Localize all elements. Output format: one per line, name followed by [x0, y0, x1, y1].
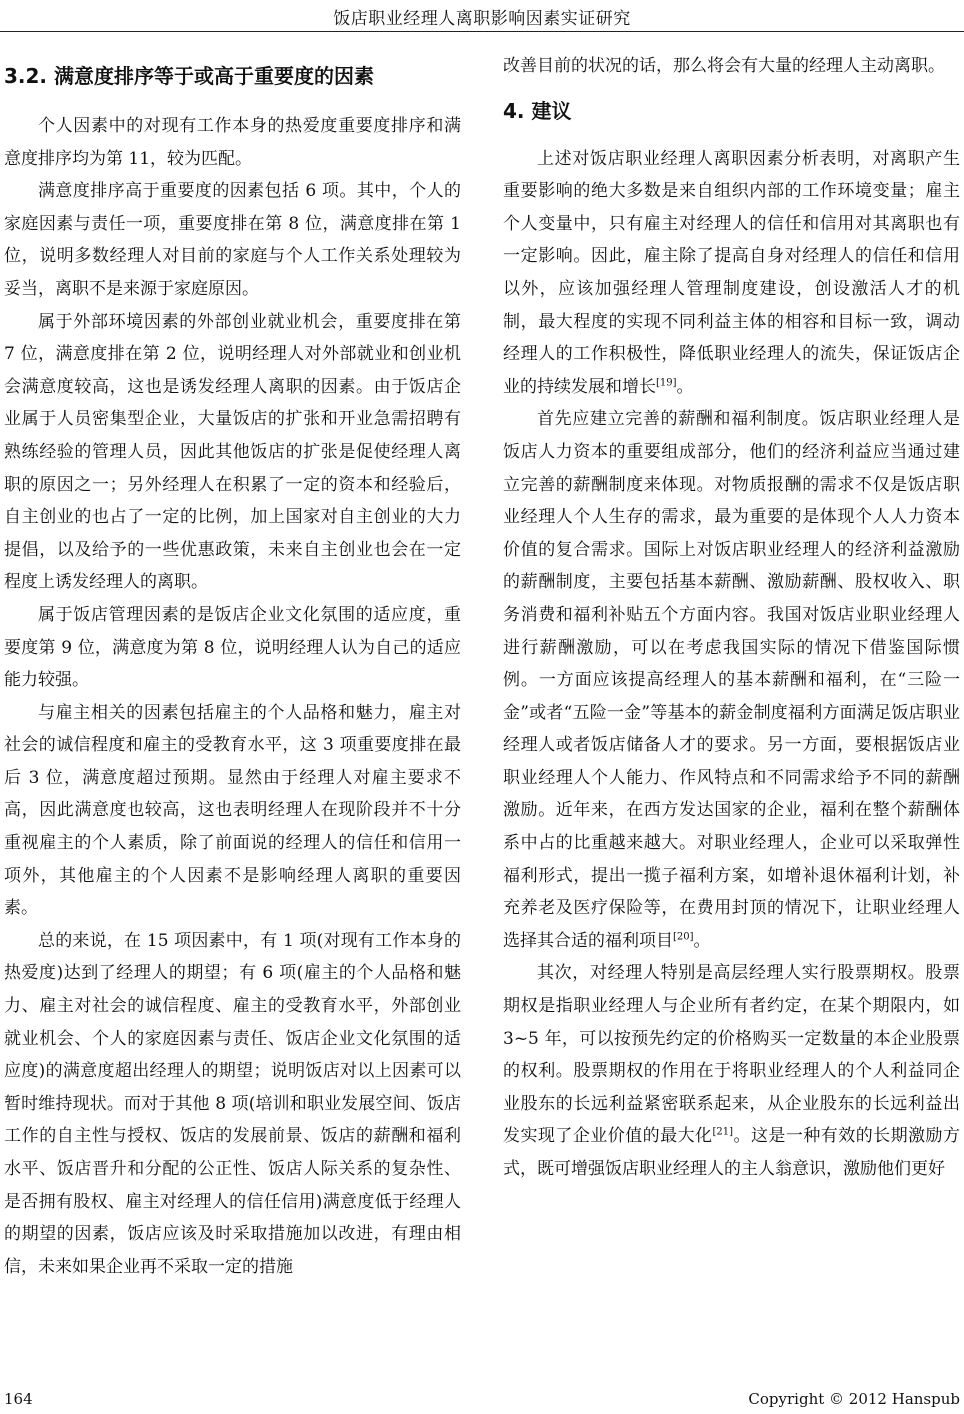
citation-ref: [19] [656, 377, 677, 389]
paragraph-tail: 。 [693, 930, 711, 951]
continued-paragraph: 改善目前的状况的话，那么将会有大量的经理人主动离职。 [503, 56, 945, 76]
body-paragraph: 总的来说，在 15 项因素中，有 1 项(对现有工作本身的热爱度)达到了经理人的期望；有 6 项(雇主的个人品格和魅力、雇主对社会的诚信程度、雇主的受教育水平，外部创业就业机会、个人的家庭因素与责任、饭店企业文化氛围的适应度)的满意度超出经理人的期望；说明饭店对以上因素可以暂时维持现状。而对于其他 8 项(培训和职业发展空间、饭店工作的自主性与授权、饭店的发展前景、饭店的薪酬和福利水平、饭店晋升和分配的公正性、饭店人际关系的复杂性、是否拥有股权、雇主对经理人的信任信用)满意度低于经理人的期望的因素，饭店应该及时采取措施加以改进，有理由相信，未来如果企业再不采取一定的措施 [4, 930, 461, 1277]
body-paragraph: 满意度排序高于重要度的因素包括 6 项。其中，个人的家庭因素与责任一项，重要度排在第 8 位，满意度排在第 1 位，说明多数经理人对目前的家庭与个人工作关系处理较为妥当，离职不是来源于家庭原因。 [4, 181, 461, 299]
body-paragraph: 个人因素中的对现有工作本身的热爱度重要度排序和满意度排序均为第 11，较为匹配。 [4, 116, 461, 169]
page-number: 164 [4, 1390, 33, 1408]
paragraph-text: 首先应建立完善的薪酬和福利制度。饭店职业经理人是饭店人力资本的重要组成部分，他们的经济利益应当通过建立完善的薪酬制度来体现。对物质报酬的需求不仅是饭店职业经理人个人生存的需求，最为重要的是体现个人人力资本价值的复合需求。国际上对饭店职业经理人的经济利益激励的薪酬制度，主要包括基本薪酬、激励薪酬、股权收入、职务消费和福利补贴五个方面内容。我国对饭店业职业经理人进行薪酬激励，可以在考虑我国实际的情况下借鉴国际惯例。一方面应该提高经理人的基本薪酬和福利，在“三险一金”或者“五险一金”等基本的薪金制度福利方面满足饭店职业经理人或者饭店储备人才的要求。另一方面，要根据饭店业职业经理人个人能力、作风特点和不同需求给予不同的薪酬激励。近年来，在西方发达国家的企业，福利在整个薪酬体系中占的比重越来越大。对职业经理人，企业可以采取弹性福利形式，提出一揽子福利方案，如增补退休福利计划，补充养老及医疗保险等，在费用封顶的情况下，让职业经理人选择其合适的福利项目 [503, 409, 960, 951]
copyright-notice: Copyright © 2012 Hanspub [748, 1390, 960, 1408]
body-paragraph [503, 957, 960, 1185]
body-paragraph [503, 143, 960, 404]
paragraph-text: 上述对饭店职业经理人离职因素分析表明，对离职产生重要影响的绝大多数是来自组织内部的工作环境变量；雇主个人变量中，只有雇主对经理人的信任和信用对其离职也有一定影响。因此，雇主除了提高自身对经理人的信任和信用以外，应该加强经理人管理制度建设，创设激活人才的机制，最大程度的实现不同利益主体的相容和目标一致，调动经理人的工作积极性，降低职业经理人的流失，保证饭店企业的持续发展和增长 [503, 148, 960, 397]
citation-ref: [20] [673, 931, 694, 943]
left-column [4, 50, 461, 1283]
right-column [503, 50, 960, 1186]
body-paragraph [503, 403, 960, 957]
body-paragraph: 属于外部环境因素的外部创业就业机会，重要度排在第 7 位，满意度排在第 2 位，说明经理人对外部就业和创业机会满意度较高，这也是诱发经理人离职的因素。由于饭店企业属于人员密集型企业，大量饭店的扩张和开业急需招聘有熟练经验的管理人员，因此其他饭店的扩张是促使经理人离职的原因之一；另外经理人在积累了一定的资本和经验后，自主创业的也占了一定的比例，加上国家对自主创业的大力提倡，以及给予的一些优惠政策，未来自主创业也会在一定程度上诱发经理人的离职。 [4, 311, 461, 593]
paragraph-tail: 。这是一种有效的长期激励方式，既可增强饭店职业经理人的主人翁意识，激励他们更好 [503, 1126, 961, 1179]
paragraph-text: 其次，对经理人特别是高层经理人实行股票期权。股票期权是指职业经理人与企业所有者约定，在某个期限内，如 3~5 年，可以按预先约定的价格购买一定数量的本企业股票的权利。股票期权的作用在于将职业经理人的个人利益同企业股东的长远利益紧密联系起来，从企业股东的长远利益出发实现了企业价值的最大化 [503, 963, 960, 1147]
citation-ref: [21] [712, 1126, 734, 1138]
body-paragraph: 属于饭店管理因素的是饭店企业文化氛围的适应度，重要度第 9 位，满意度为第 8 位，说明经理人认为自己的适应能力较强。 [4, 604, 461, 691]
section-heading-3-2: 3.2. 满意度排序等于或高于重要度的因素 [4, 64, 374, 88]
header-rule [0, 31, 964, 32]
section-heading-4: 4. 建议 [503, 98, 572, 123]
paragraph-tail: 。 [676, 376, 694, 397]
running-header: 饭店职业经理人离职影响因素实证研究 [333, 9, 631, 29]
body-paragraph: 与雇主相关的因素包括雇主的个人品格和魅力，雇主对社会的诚信程度和雇主的受教育水平，这 3 项重要度排在最后 3 位，满意度超过预期。显然由于经理人对雇主要求不高，因此满意度也较高，这也表明经理人在现阶段并不十分重视雇主的个人素质，除了前面说的经理人的信任和信用一项外，其他雇主的个人因素不是影响经理人离职的重要因素。 [4, 702, 461, 919]
